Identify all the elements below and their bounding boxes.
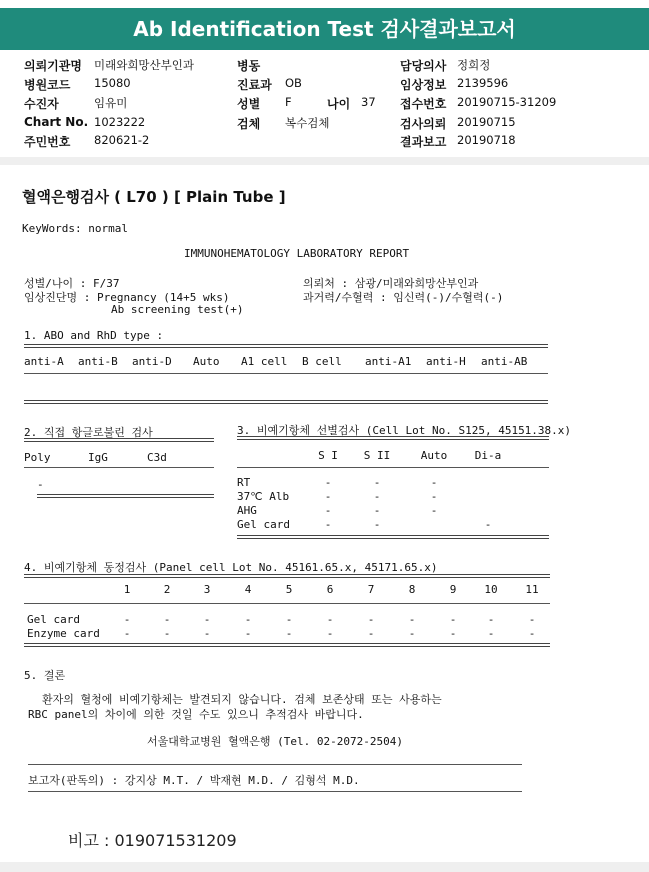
info-label: 주민번호 [24,135,71,149]
sec4-col: 11 [525,583,539,596]
rule [237,436,549,440]
sec1-col: A1 cell [241,355,288,368]
sec4-col: 2 [163,583,171,596]
sec4-col: 4 [244,583,252,596]
rule [24,373,548,374]
sec3-cell: - [324,504,332,517]
sec4-cell: - [408,613,416,626]
sec3-col: Di-a [474,449,502,462]
sec1-col: anti-H [426,355,466,368]
info-value: 15080 [94,76,131,90]
sec2-title: 2. 직접 항글로불린 검사 [24,426,153,439]
sec4-col: 10 [484,583,498,596]
sec3-cell: - [484,518,492,531]
sec4-cell: - [449,627,457,640]
sec2-value: - [37,478,44,491]
rule [237,535,549,539]
info-label: 결과보고 [400,135,447,149]
sec2-col: C3d [147,451,167,464]
report-title: Ab Identification Test 검사결과보고서 [133,17,516,41]
sec4-cell: - [203,613,211,626]
sec1-col: anti-A [24,355,64,368]
keywords: KeyWords: normal [22,222,128,235]
sec4-cell: - [163,627,171,640]
info-label: 나이 [327,97,351,111]
sec1-col: Auto [193,355,220,368]
sec1-col: anti-B [78,355,118,368]
sec4-cell: - [285,627,293,640]
report-line: 의뢰처 : 삼광/미래와희망산부인과 [303,277,479,290]
info-value: 20190715 [457,115,516,129]
info-value: 820621-2 [94,133,150,147]
sec5-title: 5. 결론 [24,669,66,682]
sec4-cell: - [487,627,495,640]
info-label: 병동 [237,59,261,73]
sec3-row-name: AHG [237,504,257,517]
sec3-col: S II [363,449,391,462]
sec4-col: 7 [367,583,375,596]
rule [24,344,548,348]
sec3-col: Auto [420,449,448,462]
info-label: 병원코드 [24,78,71,92]
sec3-cell: - [324,476,332,489]
info-value: 1023222 [94,115,146,129]
conclusion-text: RBC panel의 차이에 의한 것일 수도 있으니 추적검사 바랍니다. [28,708,364,721]
sec3-cell: - [373,490,381,503]
info-label: 접수번호 [400,97,447,111]
rule [24,603,550,604]
sec2-col: IgG [88,451,108,464]
report-title-text: IMMUNOHEMATOLOGY LABORATORY REPORT [184,247,410,260]
sec1-title: 1. ABO and RhD type : [24,329,164,342]
rule [28,764,522,765]
sec4-col: 8 [408,583,416,596]
sec4-cell: - [244,613,252,626]
info-label: 검체 [237,117,261,131]
sec4-cell: - [528,627,536,640]
sec4-cell: - [326,613,334,626]
sec3-col: S I [318,449,338,462]
rule [237,467,549,468]
sec1-col: B cell [302,355,342,368]
info-value: 2139596 [457,76,509,90]
sec3-cell: - [324,490,332,503]
info-value: 37 [361,95,376,109]
report-line: 과거력/수혈력 : 임신력(-)/수혈력(-) [303,291,504,304]
sec3-cell: - [324,518,332,531]
note-text: 비고 : 019071531209 [68,831,237,850]
conclusion-text: 환자의 혈청에 비예기항체는 발견되지 않습니다. 검체 보존상태 또는 사용하는 [42,693,442,706]
sec3-cell: - [373,476,381,489]
rule [24,643,550,647]
sec1-col: anti-AB [481,355,528,368]
report-line: 임상진단명 : Pregnancy (14+5 wks) [24,291,230,304]
sec4-cell: - [163,613,171,626]
sec4-cell: - [123,613,131,626]
sec4-cell: - [367,613,375,626]
info-value: 20190718 [457,133,516,147]
rule [24,574,550,578]
sec4-cell: - [487,613,495,626]
info-label: 수진자 [24,97,59,111]
info-label: 성별 [237,97,261,111]
sec4-cell: - [244,627,252,640]
divider-band [0,157,649,165]
info-value: 복수검체 [285,116,330,130]
sec3-row-name: 37℃ Alb [237,490,290,503]
sec3-cell: - [373,518,381,531]
sec4-cell: - [123,627,131,640]
info-value: OB [285,76,302,90]
sec4-title: 4. 비예기항체 동정검사 (Panel cell Lot No. 45161.65.x, 45171.65.x) [24,561,438,574]
info-label: 의뢰기관명 [24,59,82,73]
sec4-cell: - [528,613,536,626]
sec4-col: 6 [326,583,334,596]
sec4-col: 1 [123,583,131,596]
info-label: 임상정보 [400,78,447,92]
sec2-col: Poly [24,451,51,464]
sec4-row-name: Gel card [27,613,80,626]
sec3-cell: - [430,476,438,489]
sec4-cell: - [408,627,416,640]
info-value: 20190715-31209 [457,95,557,109]
section-title: 혈액은행검사 ( L70 ) [ Plain Tube ] [22,188,286,206]
sec1-col: anti-D [132,355,172,368]
rule [24,438,214,442]
sec3-title: 3. 비예기항체 선별검사 (Cell Lot No. S125, 45151.38.x) [237,424,572,437]
info-value: F [285,95,292,109]
sec4-cell: - [326,627,334,640]
bottom-band [0,862,649,872]
info-value: 미래와희망산부인과 [94,58,194,72]
sec3-row-name: Gel card [237,518,290,531]
rule [24,400,548,404]
sec4-col: 3 [203,583,211,596]
sec4-row-name: Enzyme card [27,627,100,640]
info-label: 검사의뢰 [400,117,447,131]
sec3-cell: - [373,504,381,517]
sec4-cell: - [203,627,211,640]
sec1-col: anti-A1 [365,355,412,368]
sec3-cell: - [430,490,438,503]
sec3-cell: - [430,504,438,517]
report-line: Ab screening test(+) [111,303,244,316]
sec4-col: 5 [285,583,293,596]
info-label: Chart No. [24,115,89,129]
sec4-cell: - [449,613,457,626]
report-line: 성별/나이 : F/37 [24,277,120,290]
sec4-cell: - [285,613,293,626]
lab-contact: 서울대학교병원 혈액은행 (Tel. 02-2072-2504) [147,735,403,748]
sec3-row-name: RT [237,476,251,489]
rule [37,494,214,498]
info-value: 임유미 [94,96,128,110]
sec4-cell: - [367,627,375,640]
reporter: 보고자(판독의) : 강지상 M.T. / 박재현 M.D. / 김형석 M.D. [28,774,360,787]
sec4-col: 9 [449,583,457,596]
info-value: 정희정 [457,58,491,72]
info-label: 담당의사 [400,59,447,73]
rule [24,467,214,468]
info-label: 진료과 [237,78,272,92]
rule [28,791,522,792]
